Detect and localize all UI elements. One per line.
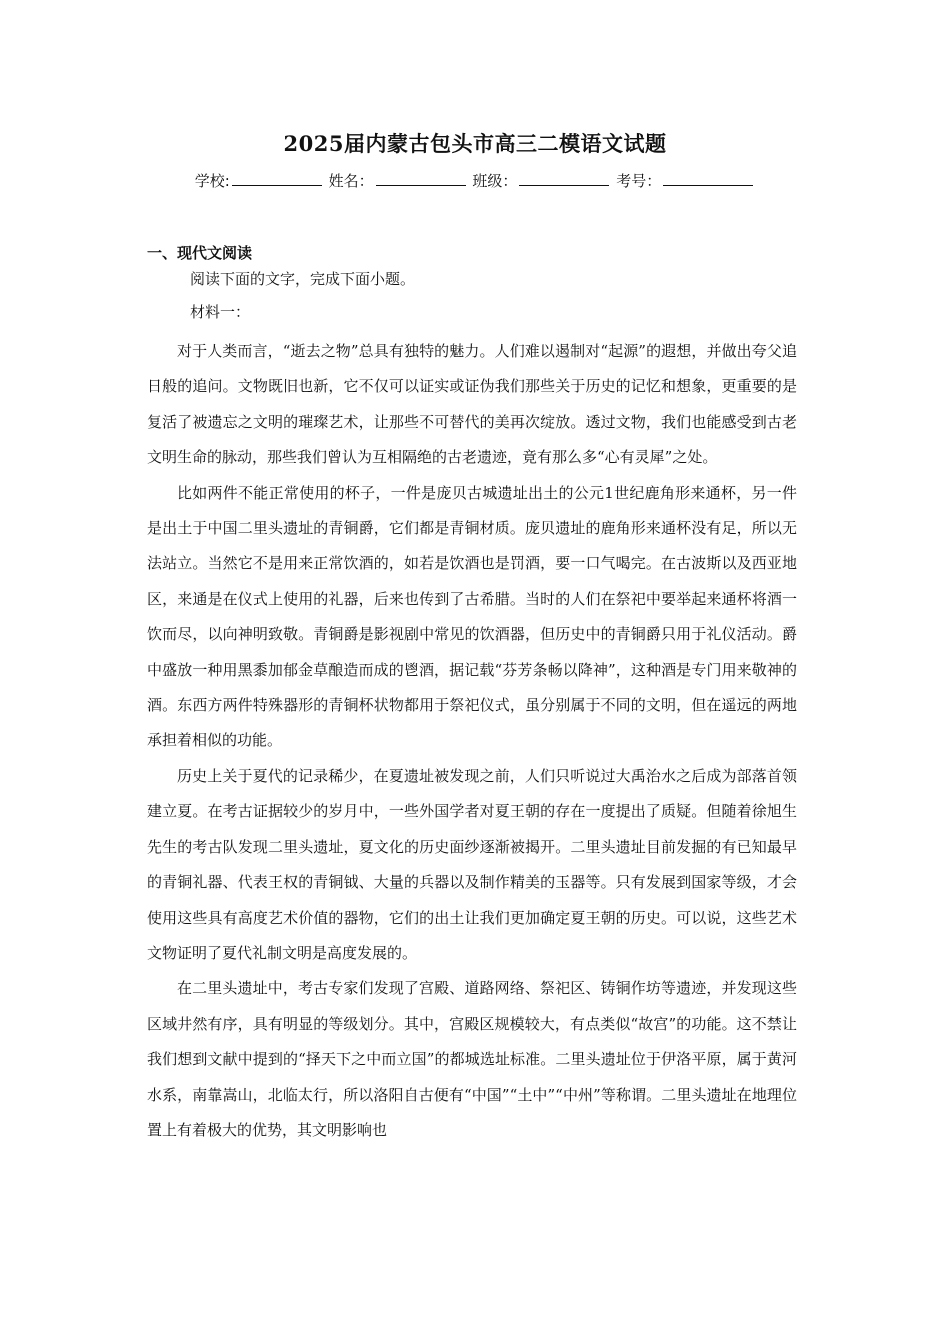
class-label: 班级： [472, 172, 518, 190]
name-blank[interactable] [376, 171, 466, 186]
paragraph: 比如两件不能正常使用的杯子，一件是庞贝古城遗址出土的公元1世纪鹿角形来通杯，另一件是出土于中国二里头遗址的青铜爵，它们都是青铜材质。庞贝遗址的鹿角形来通杯没有足，所以无法站立。当然它不是用来正常饮酒的，如若是饮酒也是罚酒，要一口气喝完。在古波斯以及西亚地区，来通是在仪式上使用的礼器，后来也传到了古希腊。当时的人们在祭祀中要举起来通杯将酒一饮而尽，以向神明致敬。青铜爵是影视剧中常见的饮酒器，但历史中的青铜爵只用于礼仪活动。爵中盛放一种用黑黍加郁金草酿造而成的鬯酒，据记载“芬芳条畅以降神”，这种酒是专门用来敬神的酒。东西方两件特殊器形的青铜杯状物都用于祭祀仪式，虽分别属于不同的文明，但在遥远的两地承担着相似的功能。 [147, 483, 797, 750]
material-label: 材料一： [190, 303, 251, 321]
paragraph: 在二里头遗址中，考古专家们发现了宫殿、道路网络、祭祀区、铸铜作坊等遗迹，并发现这些区域井然有序，具有明显的等级划分。其中，宫殿区规模较大，有点类似“故宫”的功能。这不禁让我们想到文献中提到的“择天下之中而立国”的都城选址标准。二里头遗址位于伊洛平原，属于黄河水系，南靠嵩山，北临太行，所以洛阳自古便有“中国”“土中”“中州”等称谓。二里头遗址在地理位置上有着极大的优势，其文明影响也 [147, 979, 797, 1139]
doc-title: 2025届内蒙古包头市高三二模语文试题 [283, 131, 667, 156]
school-label: 学校: [194, 172, 230, 190]
section-heading: 一、现代文阅读 [147, 244, 253, 262]
exam-no-blank[interactable] [663, 171, 753, 186]
exam-no-label: 考号： [616, 172, 662, 190]
paragraph: 历史上关于夏代的记录稀少，在夏遗址被发现之前，人们只听说过大禹治水之后成为部落首领建立夏。在考古证据较少的岁月中，一些外国学者对夏王朝的存在一度提出了质疑。但随着徐旭生先生的考古队发现二里头遗址，夏文化的历史面纱逐渐被揭开。二里头遗址目前发掘的有已知最早的青铜礼器、代表王权的青铜钺、大量的兵器以及制作精美的玉器等。只有发展到国家等级，才会使用这些具有高度艺术价值的器物，它们的出土让我们更加确定夏王朝的历史。可以说，这些艺术文物证明了夏代礼制文明是高度发展的。 [147, 766, 797, 962]
passage-body [147, 334, 797, 1148]
reading-instruction: 阅读下面的文字，完成下面小题。 [190, 270, 416, 288]
student-info-line [0, 170, 950, 191]
class-blank[interactable] [519, 171, 609, 186]
school-blank[interactable] [232, 171, 322, 186]
name-label: 姓名： [328, 172, 374, 190]
paragraph: 对于人类而言，“逝去之物”总具有独特的魅力。人们难以遏制对“起源”的遐想，并做出夸父追日般的追问。文物既旧也新，它不仅可以证实或证伪我们那些关于历史的记忆和想象，更重要的是复活了被遗忘之文明的璀璨艺术，让那些不可替代的美再次绽放。透过文物，我们也能感受到古老文明生命的脉动，那些我们曾认为互相隔绝的古老遗迹，竟有那么多“心有灵犀”之处。 [147, 342, 797, 467]
